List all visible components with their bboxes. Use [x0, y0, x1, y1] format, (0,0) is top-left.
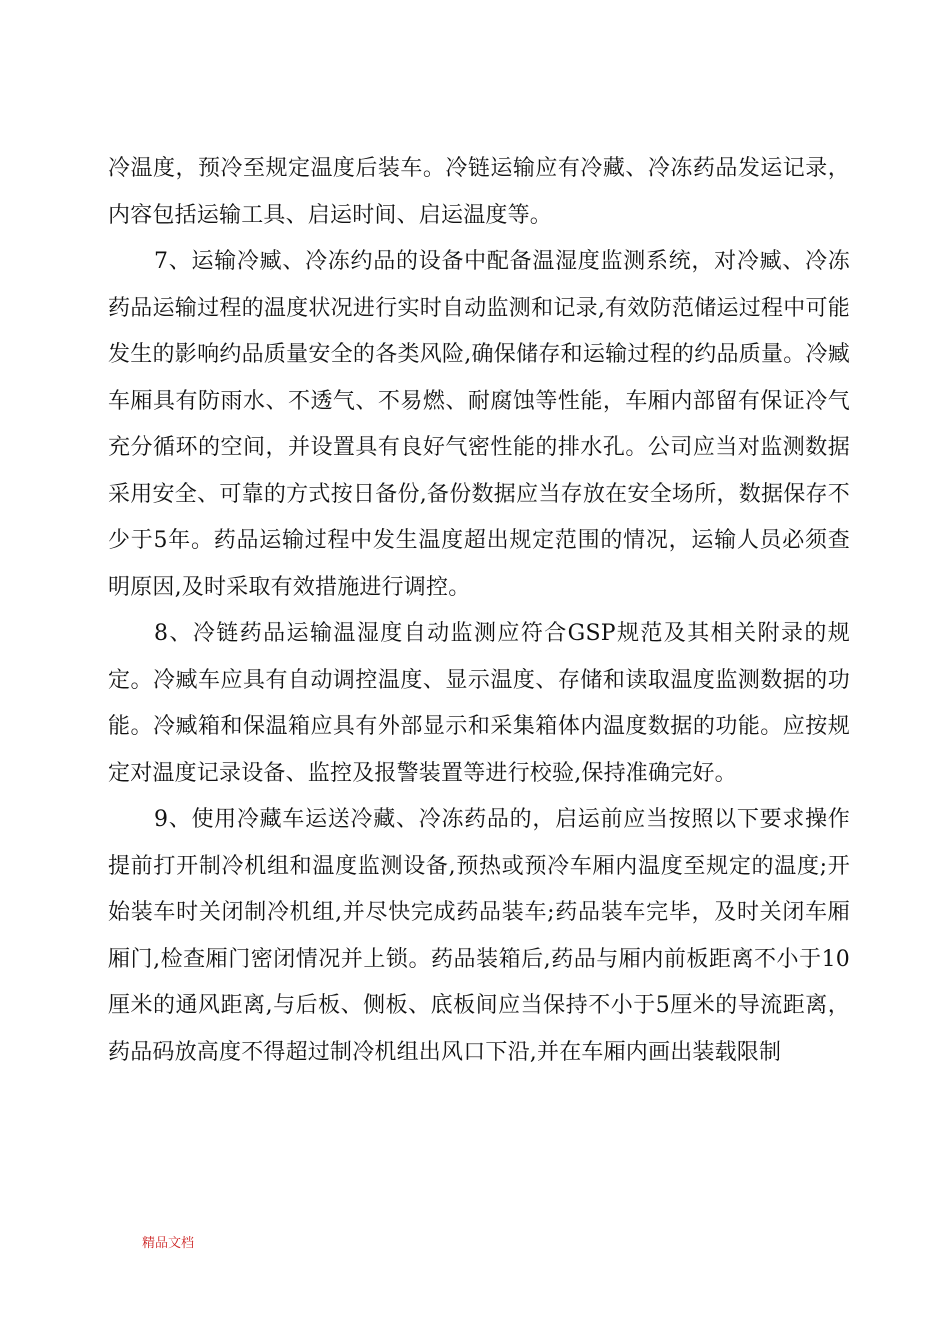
paragraph-item-7: 7、运输冷臧、冷冻约品的设备中配备温湿度监测系统，对冷臧、冷冻药品运输过程的温度状况进行实时自动监测和记录,有效防范储运过程中可能发生的影响约品质量安全的各类风险,确保储存和运输过程的约品质量。冷臧车厢具有防雨水、不透气、不易燃、耐腐蚀等性能，车厢内部留有保证冷气充分循环的空间，并设置具有良好气密性能的排水孔。公司应当对监测数据采用安全、可靠的方式按日备份,备份数据应当存放在安全场所，数据保存不少于5年。药品运输过程中发生温度超出规定范围的情况，运输人员必须查明原因,及时采取有效措施进行调控。: [108, 249, 850, 600]
paragraph-item-8: 8、冷链药品运输温湿度自动监测应符合GSP规范及其相关附录的规定。冷臧车应具有自动调控温度、显示温度、存储和读取温度监测数据的功能。冷臧箱和保温箱应具有外部显示和采集箱体内温度数据的功能。应按规定对温度记录设备、监控及报警装置等进行校验,保持准确完好。: [108, 621, 850, 786]
paragraph-continuation: 冷温度，预冷至规定温度后装车。冷链运输应有冷藏、冷冻药品发运记录，内容包括运输工具、启运时间、启运温度等。: [108, 156, 850, 228]
paragraph-item-9: 9、使用冷藏车运送冷藏、冷冻药品的，启运前应当按照以下要求操作提前打开制冷机组和温度监测设备,预热或预冷车厢内温度至规定的温度;开始装车时关闭制冷机组,并尽快完成药品装车;药品装车完毕，及时关闭车厢厢门,检查厢门密闭情况并上锁。药品装箱后,药品与厢内前板距离不小于10厘米的通风距离,与后板、侧板、底板间应当保持不小于5厘米的导流距离，药品码放高度不得超过制冷机组出风口下沿,并在车厢内画出装载限制: [108, 807, 850, 1065]
document-body: [108, 146, 850, 1076]
footer-watermark-text: 精品文档: [142, 1236, 195, 1251]
